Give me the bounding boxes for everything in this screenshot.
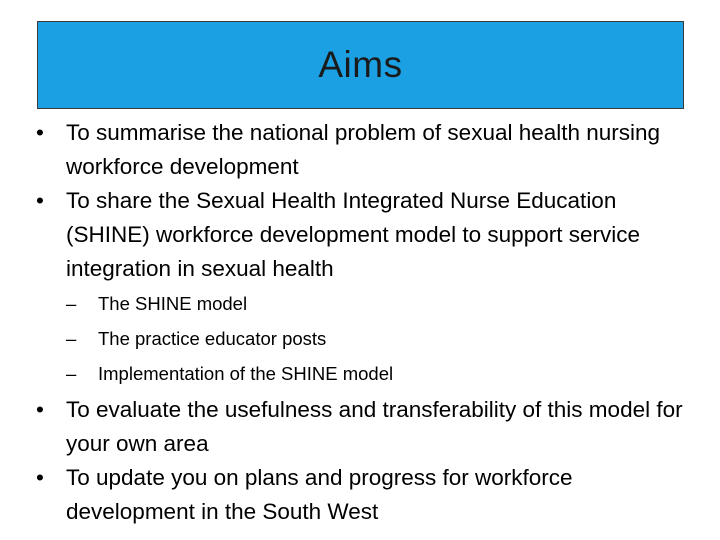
bullet-item [30,461,700,529]
sub-bullet-item [30,356,700,391]
sub-bullet-text: The practice educator posts [98,328,327,349]
bullet-text: To summarise the national problem of sexual health nursing workforce development [66,120,661,179]
sub-bullet-item [30,321,700,356]
bullet-item [30,116,700,184]
bullet-marker: • [36,397,44,422]
sub-bullet-marker: – [66,328,77,349]
slide-title: Aims [318,44,403,85]
sub-bullet-text: Implementation of the SHINE model [98,363,394,384]
sub-bullet-marker: – [66,293,77,314]
bullet-item [30,184,700,286]
bullet-text: To evaluate the usefulness and transferability of this model for your own area [66,397,683,456]
bullet-text: To share the Sexual Health Integrated Nurse Education (SHINE) workforce development model to support service integration in sexual health [66,188,640,281]
bullet-item [30,393,700,461]
sub-bullet-marker: – [66,363,77,384]
bullet-marker: • [36,120,44,145]
sub-bullet-item [30,286,700,321]
bullet-marker: • [36,465,44,490]
sub-bullet-text: The SHINE model [98,293,248,314]
sub-bullet-list [30,286,700,391]
bullet-list [30,116,700,529]
title-banner [37,21,684,109]
bullet-text: To update you on plans and progress for workforce development in the South West [66,465,573,524]
bullet-marker: • [36,188,44,213]
